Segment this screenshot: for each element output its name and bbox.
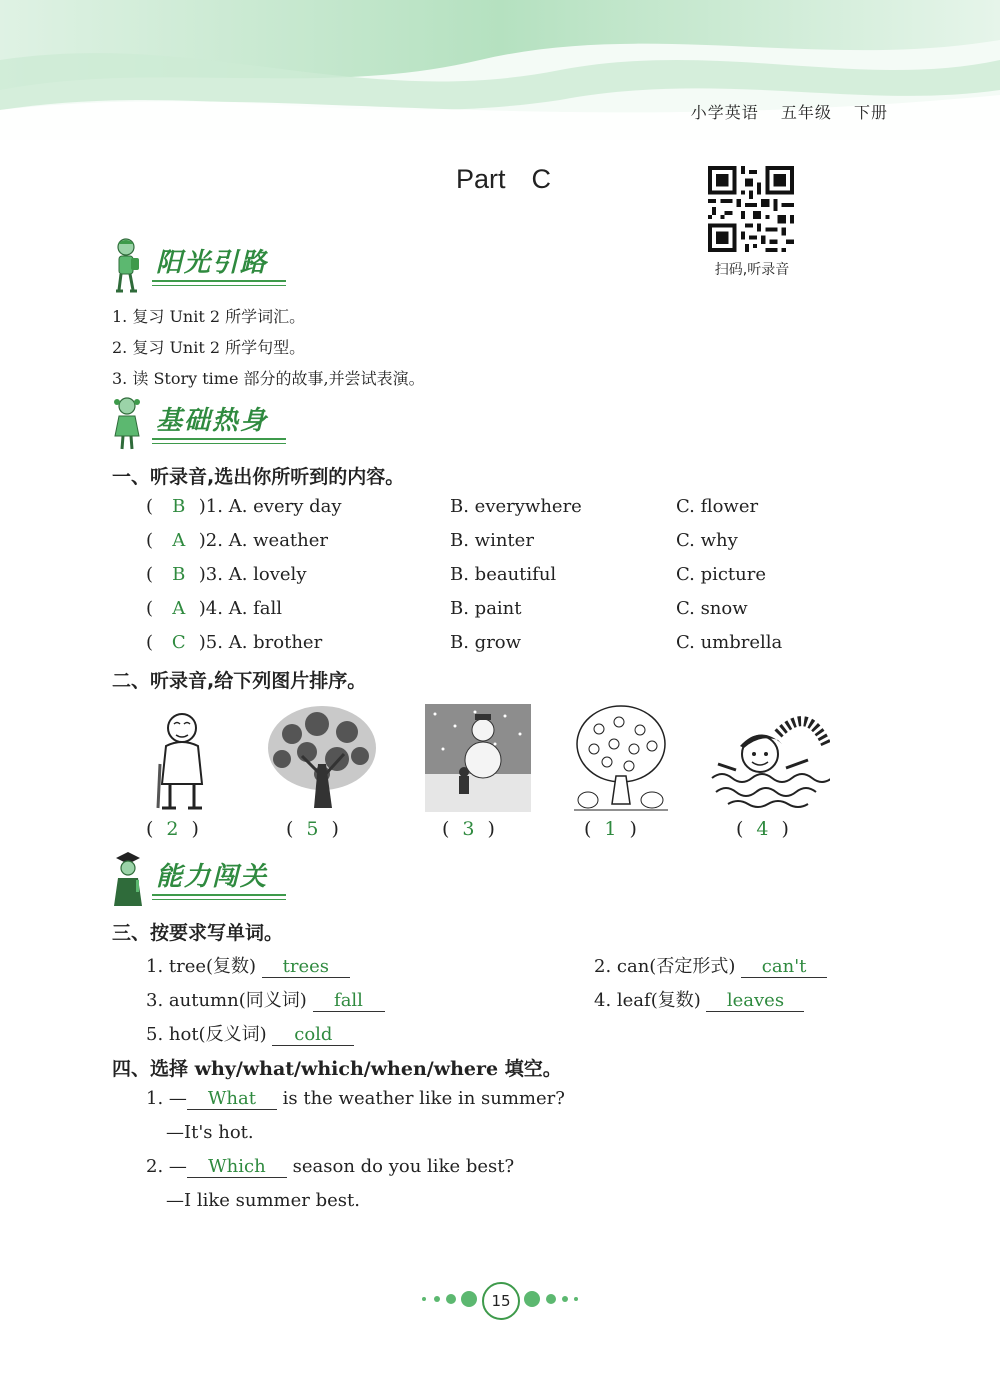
snowman-picture xyxy=(425,704,531,812)
q1-item: ( A )4. A. fall xyxy=(146,598,283,619)
q1-option-a: A. brother xyxy=(228,632,323,653)
q1-option-c: C. umbrella xyxy=(676,632,783,653)
book-volume: 下册 xyxy=(853,103,888,122)
q2-picture-answer: ( 4 ) xyxy=(736,818,789,840)
q1-option-b: B. winter xyxy=(450,530,534,551)
swimming-boy-picture xyxy=(708,704,830,812)
book-subject: 小学英语 xyxy=(690,103,759,122)
guide-item: 2. 复习 Unit 2 所学句型。 xyxy=(112,338,306,357)
qr-caption: 扫码,听录音 xyxy=(714,262,790,278)
page-title-part: Part xyxy=(456,164,506,194)
q2-answer: 4 xyxy=(756,818,769,840)
q4-num: 2. — xyxy=(146,1156,187,1177)
q1-option-c: C. picture xyxy=(676,564,767,585)
fruit-tree-picture xyxy=(574,704,668,812)
section-guide-header xyxy=(108,234,298,296)
guide-item: 1. 复习 Unit 2 所学词汇。 xyxy=(112,307,306,326)
section-warmup-title: 基础热身 xyxy=(156,406,269,436)
page-title xyxy=(456,164,551,195)
decor-dot xyxy=(461,1291,477,1307)
page-title-letter: C xyxy=(531,164,552,194)
q4-answer-blank[interactable]: What xyxy=(187,1089,277,1110)
q2-answer: 1 xyxy=(604,818,617,840)
q3-prompt: 3. autumn(同义词) xyxy=(146,990,307,1011)
q3-prompt: 4. leaf(复数) xyxy=(594,990,701,1011)
q4-num: 1. — xyxy=(146,1088,187,1109)
q1-answer: C xyxy=(171,632,186,653)
q2-answer: 3 xyxy=(462,818,475,840)
section-warmup-header xyxy=(108,392,298,454)
decor-dot xyxy=(422,1297,426,1301)
q4-heading xyxy=(112,1054,562,1081)
q4-heading-suffix: 填空。 xyxy=(504,1058,562,1080)
q1-heading: 一、听录音,选出你所听到的内容。 xyxy=(112,466,405,488)
q4-answer-blank[interactable]: Which xyxy=(187,1157,287,1178)
q3-answer-blank[interactable]: can't xyxy=(741,957,827,978)
q3-item xyxy=(594,986,804,1012)
q1-item: ( B )3. A. lovely xyxy=(146,564,307,585)
q2-picture-answer: ( 3 ) xyxy=(442,818,495,840)
q1-answer: A xyxy=(172,598,186,619)
q3-answer-blank[interactable]: fall xyxy=(313,991,385,1012)
q3-heading: 三、按要求写单词。 xyxy=(112,922,284,944)
decor-dot xyxy=(574,1297,578,1301)
q3-item xyxy=(146,952,350,978)
q1-option-b: B. grow xyxy=(450,632,522,653)
q4-question: season do you like best? xyxy=(292,1156,515,1177)
q3-answer-blank[interactable]: trees xyxy=(262,957,350,978)
section-ability-header xyxy=(108,848,298,910)
q4-heading-prefix: 四、选择 xyxy=(112,1058,189,1080)
q3-prompt: 5. hot(反义词) xyxy=(146,1024,267,1045)
decor-dot xyxy=(562,1296,568,1302)
q4-item xyxy=(146,1088,565,1110)
q3-item xyxy=(146,1020,354,1046)
q1-item: ( C )5. A. brother xyxy=(146,632,323,653)
book-info xyxy=(675,100,888,123)
q4-reply: —I like summer best. xyxy=(166,1190,360,1211)
qr-code-icon[interactable] xyxy=(708,166,794,252)
q3-answer-blank[interactable]: cold xyxy=(272,1025,354,1046)
q1-option-b: B. everywhere xyxy=(450,496,582,517)
autumn-tree-picture xyxy=(262,704,382,812)
decor-dot xyxy=(446,1294,456,1304)
q3-item xyxy=(594,952,827,978)
q4-question: is the weather like in summer? xyxy=(282,1088,565,1109)
guide-item: 3. 读 Story time 部分的故事,并尝试表演。 xyxy=(112,369,425,388)
q1-num: 2. xyxy=(205,530,223,551)
girl-mascot-icon xyxy=(108,394,148,454)
q1-option-a: A. every day xyxy=(228,496,342,517)
q1-option-c: C. flower xyxy=(676,496,759,517)
q1-option-a: A. weather xyxy=(228,530,329,551)
section-ability-title: 能力闯关 xyxy=(156,862,269,892)
graduate-mascot-icon xyxy=(108,850,148,912)
q1-num: 5. xyxy=(205,632,223,653)
q4-reply: —It's hot. xyxy=(166,1122,254,1143)
q2-answer: 2 xyxy=(166,818,179,840)
q3-answer-blank[interactable]: leaves xyxy=(706,991,804,1012)
q1-option-b: B. beautiful xyxy=(450,564,557,585)
q2-picture-answer: ( 1 ) xyxy=(584,818,637,840)
q1-option-a: A. lovely xyxy=(228,564,307,585)
q1-answer: B xyxy=(172,564,186,585)
q1-option-b: B. paint xyxy=(450,598,522,619)
q3-item xyxy=(146,986,385,1012)
page-number: 15 xyxy=(482,1282,520,1320)
book-grade: 五年级 xyxy=(780,103,832,122)
q1-option-c: C. snow xyxy=(676,598,748,619)
q3-prompt: 2. can(否定形式) xyxy=(594,956,736,977)
section-guide-title: 阳光引路 xyxy=(156,248,269,278)
q2-picture-answer: ( 2 ) xyxy=(146,818,199,840)
q3-prompt: 1. tree(复数) xyxy=(146,956,257,977)
decor-dot xyxy=(434,1296,440,1302)
old-man-picture xyxy=(150,704,214,812)
decor-dot xyxy=(524,1291,540,1307)
q1-num: 1. xyxy=(205,496,223,517)
q1-item: ( B )1. A. every day xyxy=(146,496,342,517)
q1-answer: A xyxy=(172,530,186,551)
q1-answer: B xyxy=(172,496,186,517)
q1-num: 3. xyxy=(205,564,223,585)
q2-picture-answer: ( 5 ) xyxy=(286,818,339,840)
q1-option-c: C. why xyxy=(676,530,738,551)
q4-heading-words: why/what/which/when/where xyxy=(194,1058,499,1080)
q4-item xyxy=(146,1156,514,1178)
q1-num: 4. xyxy=(205,598,223,619)
q2-heading: 二、听录音,给下列图片排序。 xyxy=(112,670,367,692)
q1-item: ( A )2. A. weather xyxy=(146,530,329,551)
decor-dot xyxy=(546,1294,556,1304)
q1-option-a: A. fall xyxy=(228,598,283,619)
q2-answer: 5 xyxy=(306,818,319,840)
boy-mascot-icon xyxy=(108,236,148,296)
